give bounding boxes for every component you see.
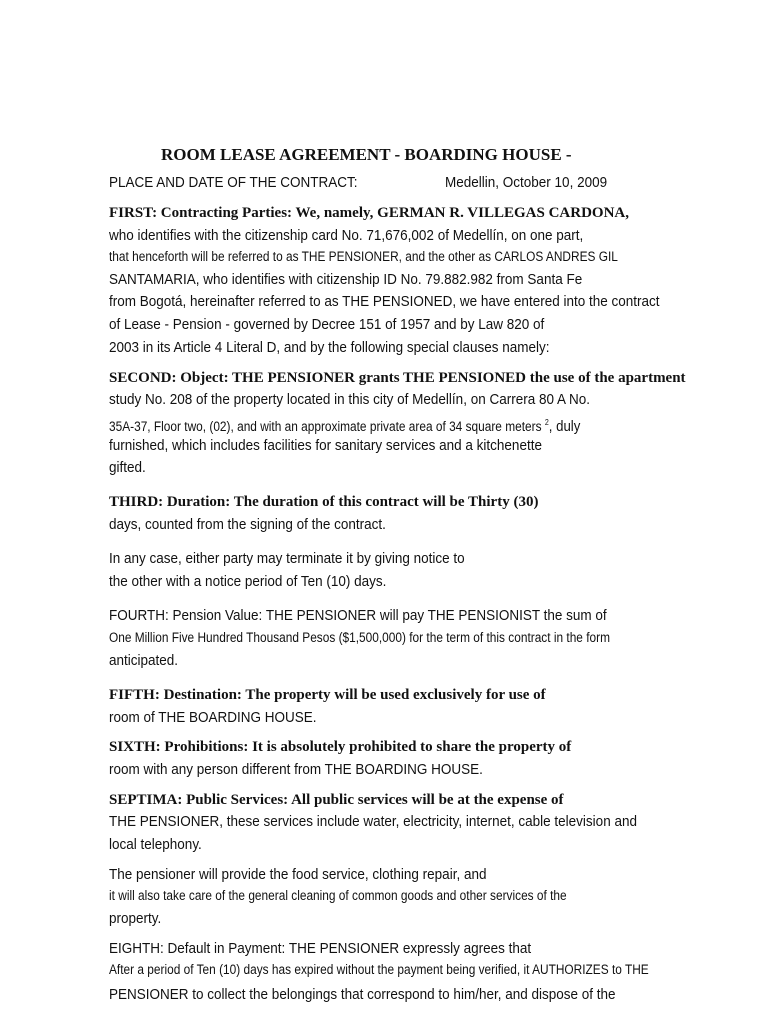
fifth-line-1: room of THE BOARDING HOUSE. bbox=[109, 709, 317, 726]
eighth-line-1: EIGHTH: Default in Payment: THE PENSIONER expressly agrees that bbox=[109, 940, 532, 957]
second-line-2: 35A-37, Floor two, (02), and with an approximate private area of 34 square meters $^2$, duly bbox=[109, 418, 581, 435]
first-line-3: SANTAMARIA, who identifies with citizenship ID No. 79.882.982 from Santa Fe bbox=[109, 271, 583, 288]
sixth-line-1: room with any person different from THE BOARDING HOUSE. bbox=[109, 761, 483, 778]
first-heading: FIRST: Contracting Parties: We, namely, GERMAN R. VILLEGAS CARDONA, bbox=[109, 205, 629, 221]
first-line-5: of Lease - Pension - governed by Decree 151 of 1957 and by Law 820 of bbox=[109, 316, 545, 333]
fourth-line-3: anticipated. bbox=[109, 652, 179, 669]
superscript-2: 2 bbox=[544, 418, 549, 427]
first-line-4: from Bogotá, hereinafter referred to as THE PENSIONED, we have entered into the contract bbox=[109, 293, 660, 310]
septima-heading: SEPTIMA: Public Services: All public services will be at the expense of bbox=[109, 792, 564, 808]
eighth-line-2: After a period of Ten (10) days has expired without the payment being verified, it AUTHORIZES to THE bbox=[109, 962, 649, 977]
septima-line-2: local telephony. bbox=[109, 836, 202, 853]
septima-line-5: property. bbox=[109, 910, 162, 927]
eighth-line-3: PENSIONER to collect the belongings that correspond to him/her, and dispose of the bbox=[109, 986, 616, 1003]
second-line-4: gifted. bbox=[109, 459, 146, 476]
second-line-3: furnished, which includes facilities for sanitary services and a kitchenette bbox=[109, 437, 542, 454]
sixth-heading: SIXTH: Prohibitions: It is absolutely prohibited to share the property of bbox=[109, 739, 572, 755]
septima-line-4: it will also take care of the general cleaning of common goods and other services of the bbox=[109, 888, 567, 903]
second-heading: SECOND: Object: THE PENSIONER grants THE PENSIONED the use of the apartment bbox=[109, 370, 686, 386]
place-date-label: PLACE AND DATE OF THE CONTRACT: bbox=[109, 174, 358, 191]
place-date-value: Medellin, October 10, 2009 bbox=[445, 174, 608, 191]
fourth-line-1: FOURTH: Pension Value: THE PENSIONER will pay THE PENSIONIST the sum of bbox=[109, 607, 607, 624]
first-line-2: that henceforth will be referred to as THE PENSIONER, and the other as CARLOS ANDRES GIL bbox=[109, 249, 618, 264]
second-line-1: study No. 208 of the property located in this city of Medellín, on Carrera 80 A No. bbox=[109, 391, 591, 408]
third-line-3: the other with a notice period of Ten (10) days. bbox=[109, 573, 387, 590]
first-line-6: 2003 in its Article 4 Literal D, and by the following special clauses namely: bbox=[109, 339, 550, 356]
septima-line-1: THE PENSIONER, these services include water, electricity, internet, cable television and bbox=[109, 813, 637, 830]
third-line-2: In any case, either party may terminate it by giving notice to bbox=[109, 550, 465, 567]
septima-line-3: The pensioner will provide the food service, clothing repair, and bbox=[109, 866, 487, 883]
fourth-line-2: One Million Five Hundred Thousand Pesos ($1,500,000) for the term of this contract in the form bbox=[109, 630, 610, 645]
first-line-1: who identifies with the citizenship card No. 71,676,002 of Medellín, on one part, bbox=[109, 227, 584, 244]
fifth-heading: FIFTH: Destination: The property will be used exclusively for use of bbox=[109, 687, 546, 703]
page-title: ROOM LEASE AGREEMENT - BOARDING HOUSE - bbox=[161, 145, 572, 164]
third-line-1: days, counted from the signing of the contract. bbox=[109, 516, 386, 533]
third-heading: THIRD: Duration: The duration of this contract will be Thirty (30) bbox=[109, 494, 539, 510]
